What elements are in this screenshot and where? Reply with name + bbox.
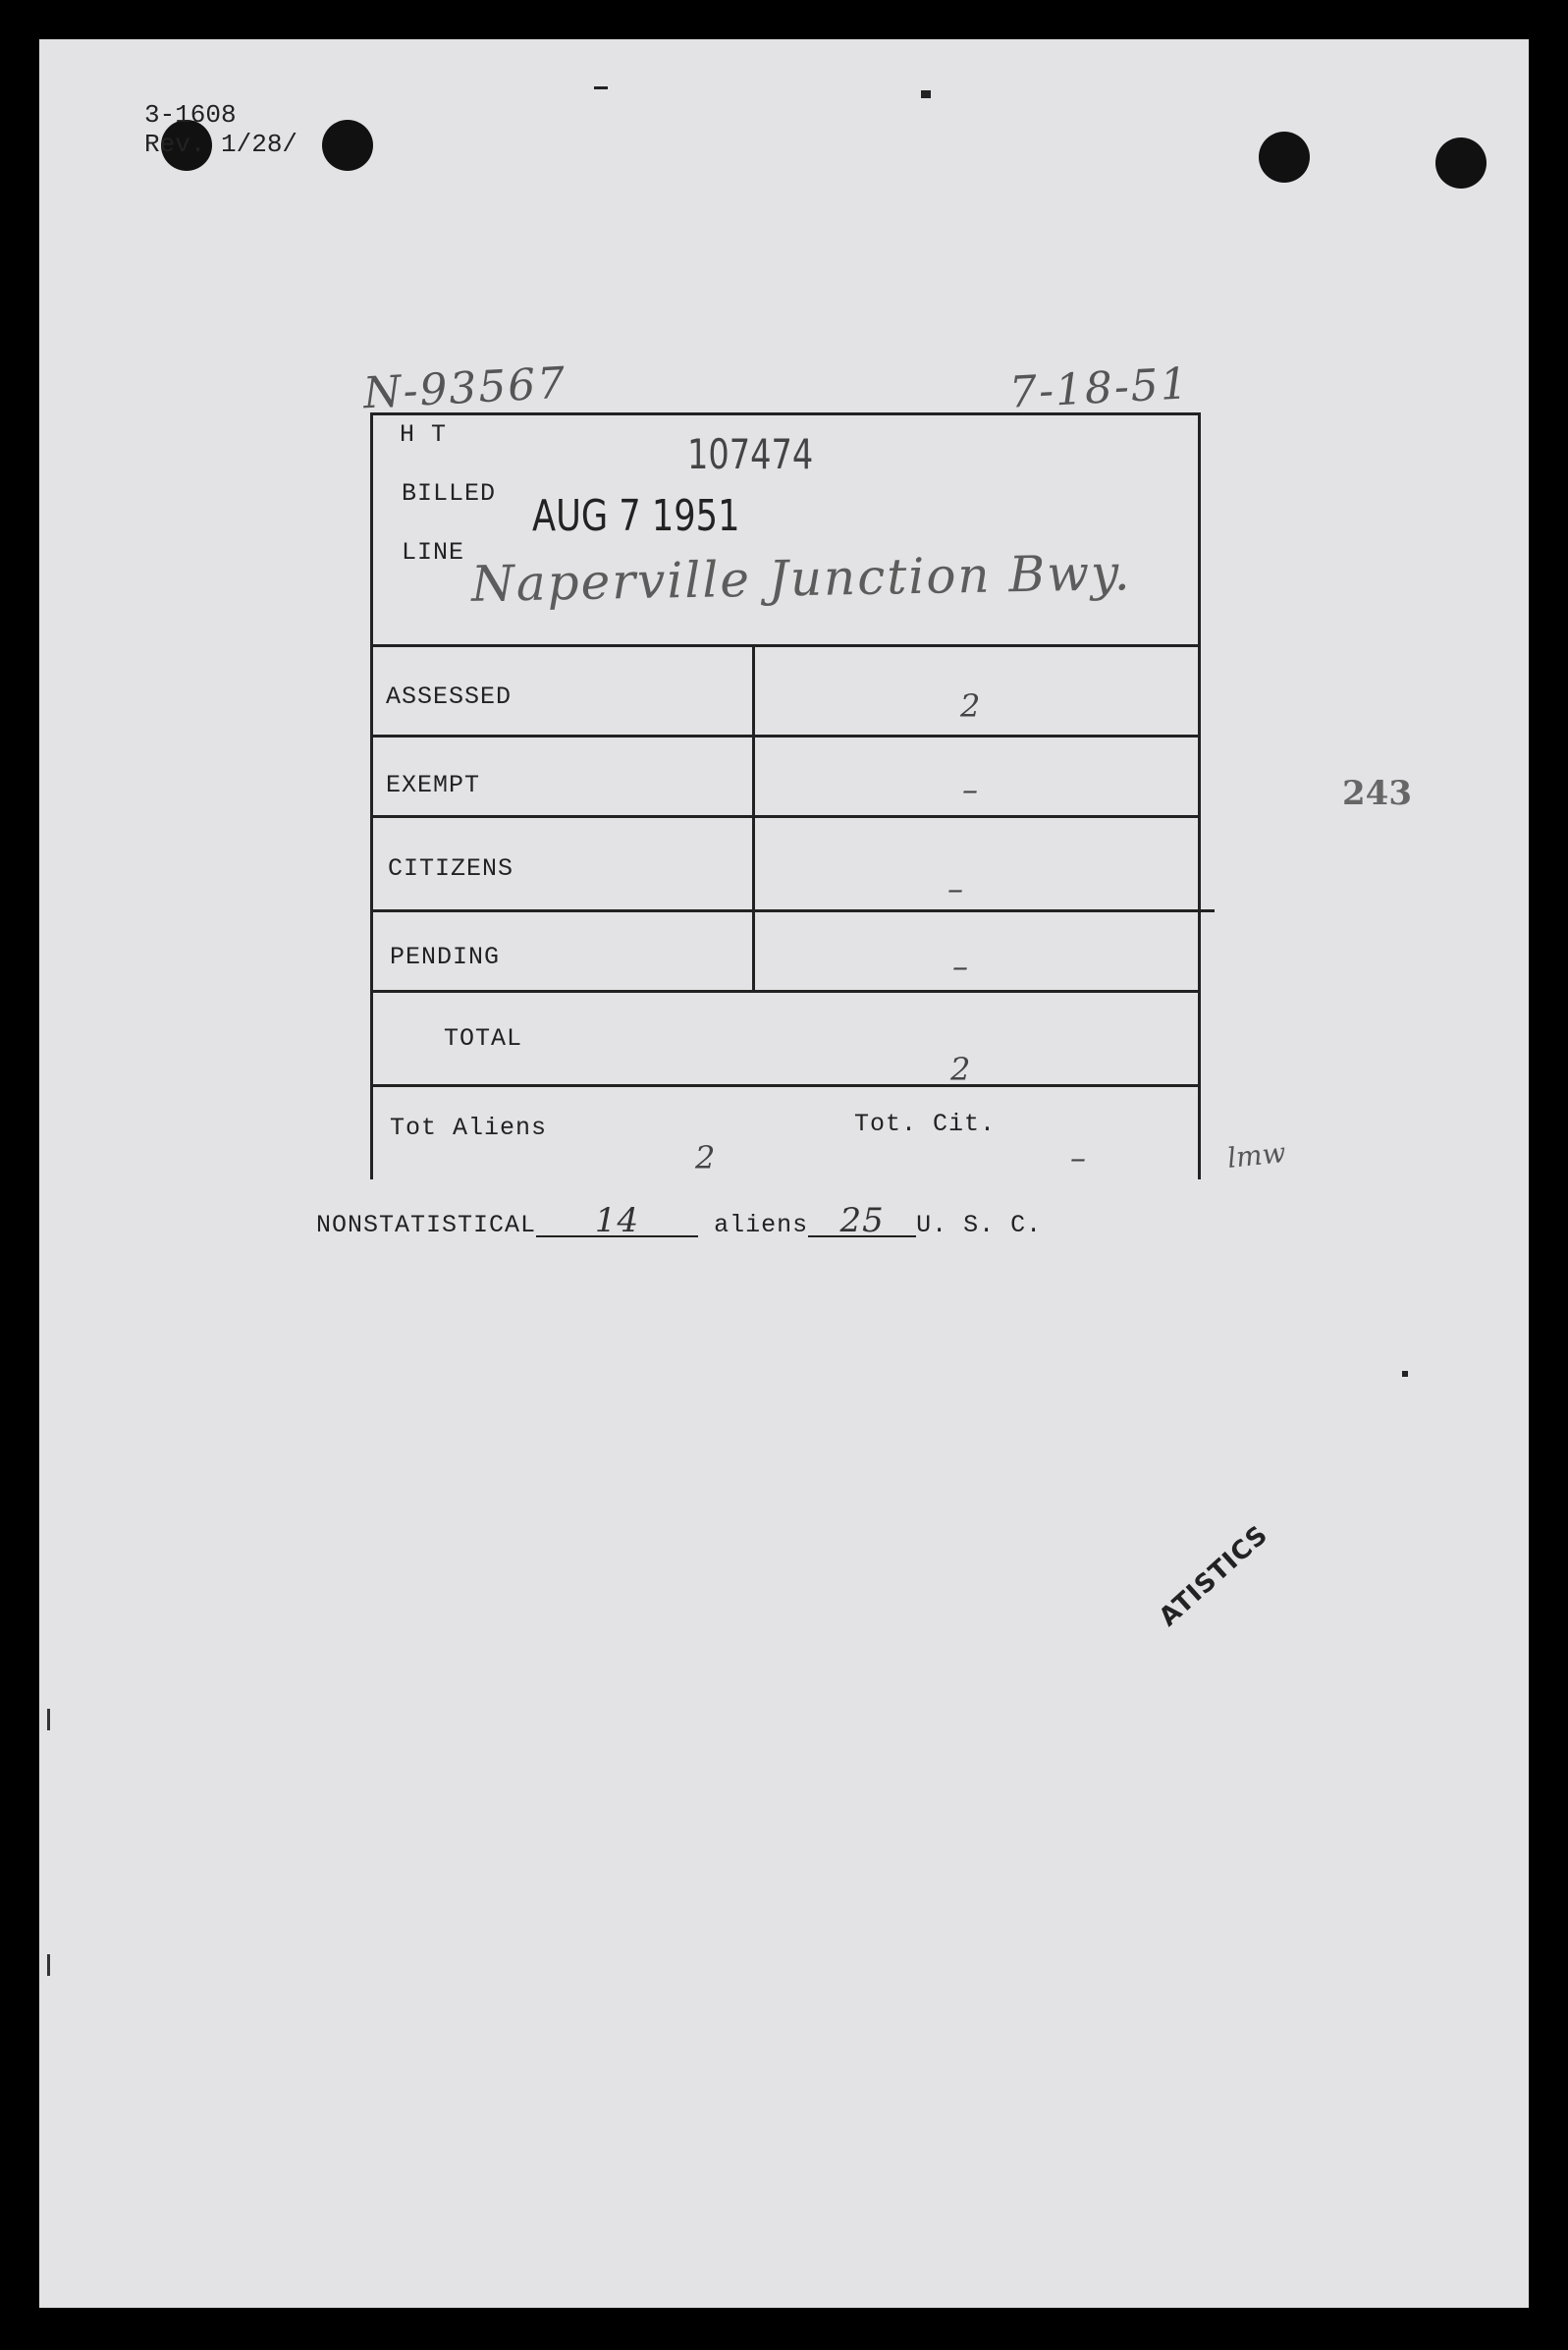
ht-number-stamp: 107474: [687, 430, 814, 478]
punch-hole: [322, 120, 373, 171]
punch-hole: [1259, 132, 1310, 183]
handwritten-date: 7-18-51: [1007, 358, 1191, 418]
statistics-stamp: ATISTICS: [1154, 1519, 1274, 1633]
total-value: 2: [950, 1051, 971, 1088]
billed-label: BILLED: [402, 479, 497, 508]
tot-cit-value: –: [1070, 1139, 1086, 1176]
tot-aliens-value: 2: [695, 1139, 716, 1176]
assessed-label: ASSESSED: [386, 683, 513, 711]
page-number: 243: [1342, 774, 1412, 813]
clerk-initials: lmw: [1225, 1135, 1288, 1175]
form-code: [144, 100, 297, 159]
scan-edge-mark: [47, 1954, 50, 1976]
tot-cit-label: Tot. Cit.: [854, 1110, 997, 1138]
row-divider: [370, 1084, 1198, 1087]
citizens-label: CITIZENS: [388, 854, 514, 883]
column-divider: [752, 644, 755, 990]
nonstat-usc-label: U. S. C.: [916, 1211, 1043, 1239]
assessed-value: 2: [960, 687, 981, 725]
nonstat-usc-count: 25: [808, 1206, 916, 1237]
line-label: LINE: [402, 538, 465, 567]
pending-value: –: [952, 948, 968, 985]
pending-label: PENDING: [390, 943, 501, 971]
citizens-value: –: [947, 870, 963, 907]
row-divider: [370, 815, 1198, 818]
nonstatistical-label: NONSTATISTICAL: [316, 1211, 537, 1239]
nonstat-aliens-label: aliens: [714, 1211, 809, 1239]
tally-box: [370, 412, 1201, 1179]
punch-hole: [1435, 137, 1487, 189]
row-divider: [370, 735, 1198, 738]
exempt-value: –: [962, 771, 978, 808]
scan-speck: [1402, 1371, 1408, 1377]
scan-speck: [921, 90, 931, 98]
railway-line-name: Naperville Junction Bwy.: [470, 544, 1133, 613]
billed-date-stamp: AUG 7 1951: [532, 491, 740, 541]
form-number: 3-1608: [144, 100, 237, 130]
document-sheet: [39, 39, 1529, 2308]
nonstat-aliens-count: 14: [536, 1206, 698, 1237]
tot-aliens-label: Tot Aliens: [390, 1114, 548, 1142]
row-divider: [370, 990, 1198, 993]
ht-label: H T: [400, 420, 448, 449]
scan-speck: [594, 86, 608, 89]
nonstatistical-line: [316, 1201, 1043, 1240]
row-divider: [370, 644, 1198, 647]
scan-edge-mark: [47, 1709, 50, 1730]
total-label: TOTAL: [444, 1024, 523, 1053]
exempt-label: EXEMPT: [386, 771, 481, 799]
form-revision: Rev. 1/28/: [144, 130, 298, 159]
row-divider: [370, 909, 1215, 912]
file-number: N-93567: [361, 357, 568, 419]
